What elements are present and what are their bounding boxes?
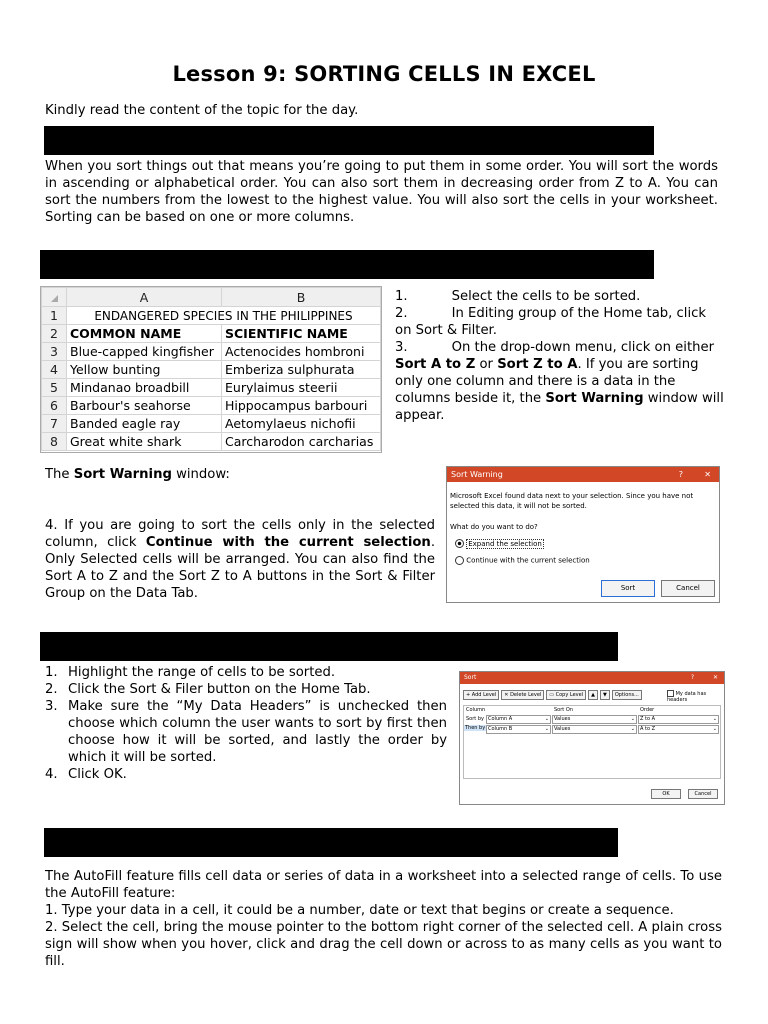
list-item [45, 664, 447, 681]
chevron-down-icon: ⌄ [544, 716, 549, 722]
step-4-paragraph [45, 517, 435, 602]
copy-level-button[interactable] [546, 690, 586, 700]
sort-warning-caption [45, 466, 230, 483]
dialog-message: Microsoft Excel found data next to your selection. Since you have not selected this data, it will not be sorted. [450, 492, 694, 510]
table-cell: Banded eagle ray [67, 415, 222, 433]
step-text: 4. If you are going to sort the cells only in the selected column, click [45, 518, 435, 550]
close-icon[interactable]: ✕ [704, 470, 711, 479]
delete-x-icon: ✕ [504, 692, 509, 698]
header-common-name: COMMON NAME [67, 325, 222, 343]
autofill-step-1: 1. Type your data in a cell, it could be a number, date or text that begins or create a sequence. [45, 903, 674, 918]
column-header-a: A [67, 288, 222, 307]
sort-dialog-steps [45, 664, 447, 783]
step-text: . If you are sorting only one column and there is a data in the columns beside it, the [395, 357, 699, 406]
delete-level-button[interactable] [501, 690, 544, 700]
step-number: 2. [45, 682, 58, 697]
caption-text: The [45, 467, 70, 482]
row-number: 7 [42, 415, 67, 433]
corner-cell [42, 288, 67, 307]
autofill-step-2: 2. Select the cell, bring the mouse pointer to the bottom right corner of the selected cell. A plain cross sign will show when you hover, click and drag the cell down or across to as many cells as you want to fill. [45, 920, 722, 969]
ok-button[interactable]: OK [651, 789, 681, 799]
caption-bold: Sort Warning [73, 467, 172, 482]
sort-dialog [459, 671, 725, 805]
option-label: Expand the selection [468, 539, 542, 548]
row-number: 2 [42, 325, 67, 343]
then-sort-on-select[interactable] [552, 725, 637, 734]
autofill-paragraph: The AutoFill feature fills cell data or series of data in a worksheet into a selected range of cells. To use the AutoFill feature: [45, 869, 722, 901]
table-caption: ENDANGERED SPECIES IN THE PHILIPPINES [67, 307, 381, 325]
step-text: On the drop-down menu, click on either [451, 340, 715, 355]
chevron-down-icon: ⌄ [630, 716, 635, 722]
select-value: Column A [488, 716, 513, 722]
sort-z-to-a-label: Sort Z to A [497, 357, 578, 372]
page-title: Lesson 9: SORTING CELLS IN EXCEL [172, 62, 596, 86]
continue-selection-label: Continue with the current selection [145, 535, 431, 550]
chevron-down-icon: ⌄ [544, 726, 549, 732]
table-cell: Emberiza sulphurata [222, 361, 381, 379]
continue-selection-option[interactable] [455, 556, 590, 565]
table-cell: Hippocampus barbouri [222, 397, 381, 415]
step-text: Click the Sort & Filer button on the Home Tab. [68, 682, 371, 697]
then-order-select[interactable] [638, 725, 719, 734]
table-cell: Barbour's seahorse [67, 397, 222, 415]
row-number: 8 [42, 433, 67, 451]
list-item [45, 681, 447, 698]
help-icon[interactable]: ? [678, 470, 683, 479]
select-value: Values [554, 716, 571, 722]
table-cell: Actenocides hombroni [222, 343, 381, 361]
step-text: or [479, 357, 493, 372]
move-up-button[interactable] [588, 690, 598, 700]
arrow-down-icon: ▼ [602, 692, 607, 698]
dialog-titlebar [447, 467, 719, 482]
step-text: window will appear. [395, 391, 724, 423]
step-text: . Only Selected cells will be arranged. You can also find the Sort A to Z and the Sort Z to A buttons in the Sort & Filter Group on the Data Tab. [45, 535, 436, 601]
select-value: Z to A [640, 716, 656, 722]
sort-on-header: Sort On [554, 707, 573, 713]
step-text: In Editing group of the Home tab, click on Sort & Filter. [395, 306, 706, 338]
sort-toolbar [463, 690, 642, 700]
step-number: 2. [395, 306, 408, 321]
sort-warning-dialog [446, 466, 720, 603]
step-number: 3. [45, 699, 58, 714]
table-cell: Great white shark [67, 433, 222, 451]
table-cell: Mindanao broadbill [67, 379, 222, 397]
expand-selection-option[interactable] [455, 539, 544, 548]
caption-text: window: [176, 467, 230, 482]
select-value: Column B [488, 726, 513, 732]
header-scientific-name: SCIENTIFIC NAME [222, 325, 381, 343]
table-cell: Eurylaimus steerii [222, 379, 381, 397]
add-level-button[interactable] [463, 690, 499, 700]
plus-icon: + [466, 692, 471, 698]
chevron-down-icon: ⌄ [712, 716, 717, 722]
sort-levels-grid [463, 705, 721, 779]
step-number: 3. [395, 340, 408, 355]
select-value: A to Z [640, 726, 656, 732]
option-label: Continue with the current selection [466, 556, 590, 565]
table-cell: Carcharodon carcharias [222, 433, 381, 451]
radio-unselected-icon[interactable] [455, 556, 464, 565]
sort-by-label: Sort by [466, 716, 484, 722]
step-text: Select the cells to be sorted. [451, 289, 641, 304]
sorting-intro-paragraph: When you sort things out that means you’re going to put them in some order. You will sort the words in ascending or alphabetical order. You can also sort them in decreasing order from Z to A. You can sort the numbers from the lowest to the highest value. You will also sort the cells in your worksheet. Sorting can be based on one or more columns. [45, 159, 718, 225]
step-number: 1. [395, 289, 408, 304]
step-number: 1. [45, 665, 58, 680]
excel-table-image [40, 286, 382, 453]
row-number: 1 [42, 307, 67, 325]
sort-on-select[interactable] [552, 715, 637, 724]
step-text: Highlight the range of cells to be sorted. [68, 665, 336, 680]
checkbox-label: My data has headers [667, 691, 707, 703]
step-number: 4. [45, 767, 58, 782]
chevron-down-icon: ⌄ [712, 726, 717, 732]
sort-by-column-select[interactable] [486, 715, 551, 724]
section-header-bar-4 [44, 828, 618, 857]
list-item [45, 766, 447, 783]
order-header: Order [640, 707, 655, 713]
table-cell: Yellow bunting [67, 361, 222, 379]
column-header-b: B [222, 288, 381, 307]
sort-a-to-z-label: Sort A to Z [395, 357, 476, 372]
dialog-question: What do you want to do? [450, 523, 538, 531]
sort-button[interactable]: Sort [601, 580, 655, 597]
row-number: 6 [42, 397, 67, 415]
select-value: Values [554, 726, 571, 732]
section-header-bar-1 [44, 126, 654, 155]
my-data-headers-checkbox[interactable] [667, 690, 724, 703]
intro-text: Kindly read the content of the topic for the day. [45, 103, 359, 118]
step-text: Click OK. [68, 767, 127, 782]
chevron-down-icon: ⌄ [630, 726, 635, 732]
sort-steps-list [395, 288, 725, 424]
table-cell: Blue-capped kingfisher [67, 343, 222, 361]
arrow-up-icon: ▲ [591, 692, 595, 698]
copy-icon: ▭ [549, 692, 555, 698]
dialog-titlebar [460, 672, 724, 684]
autofill-section [45, 868, 722, 970]
cancel-button[interactable]: Cancel [688, 789, 718, 799]
then-by-label: Then by [465, 725, 486, 731]
list-item [45, 698, 447, 766]
step-text: Make sure the “My Data Headers” is unchecked then choose which column the user wants to sort by first then choose how it will be sorted, and lastly the order by which it will be sorted. [68, 699, 447, 765]
close-icon[interactable]: ✕ [712, 674, 718, 681]
row-number: 5 [42, 379, 67, 397]
sort-warning-label: Sort Warning [545, 391, 644, 406]
cancel-button[interactable]: Cancel [661, 580, 715, 597]
button-label: Add Level [471, 692, 497, 698]
column-header: Column [466, 707, 486, 713]
button-label: Copy Level [555, 692, 584, 698]
row-number: 3 [42, 343, 67, 361]
dialog-title: Sort Warning [451, 470, 503, 479]
section-header-bar-3 [40, 632, 618, 661]
dialog-title: Sort [464, 674, 477, 681]
options-button[interactable]: Options... [612, 690, 642, 700]
help-icon[interactable]: ? [690, 674, 694, 681]
row-number: 4 [42, 361, 67, 379]
then-by-column-select[interactable] [486, 725, 551, 734]
radio-selected-icon[interactable] [455, 539, 464, 548]
table-cell: Aetomylaeus nichofii [222, 415, 381, 433]
section-header-bar-2 [40, 250, 654, 279]
checkbox-icon[interactable] [667, 690, 674, 697]
button-label: Delete Level [510, 692, 542, 698]
move-down-button[interactable] [600, 690, 610, 700]
order-select[interactable] [638, 715, 719, 724]
